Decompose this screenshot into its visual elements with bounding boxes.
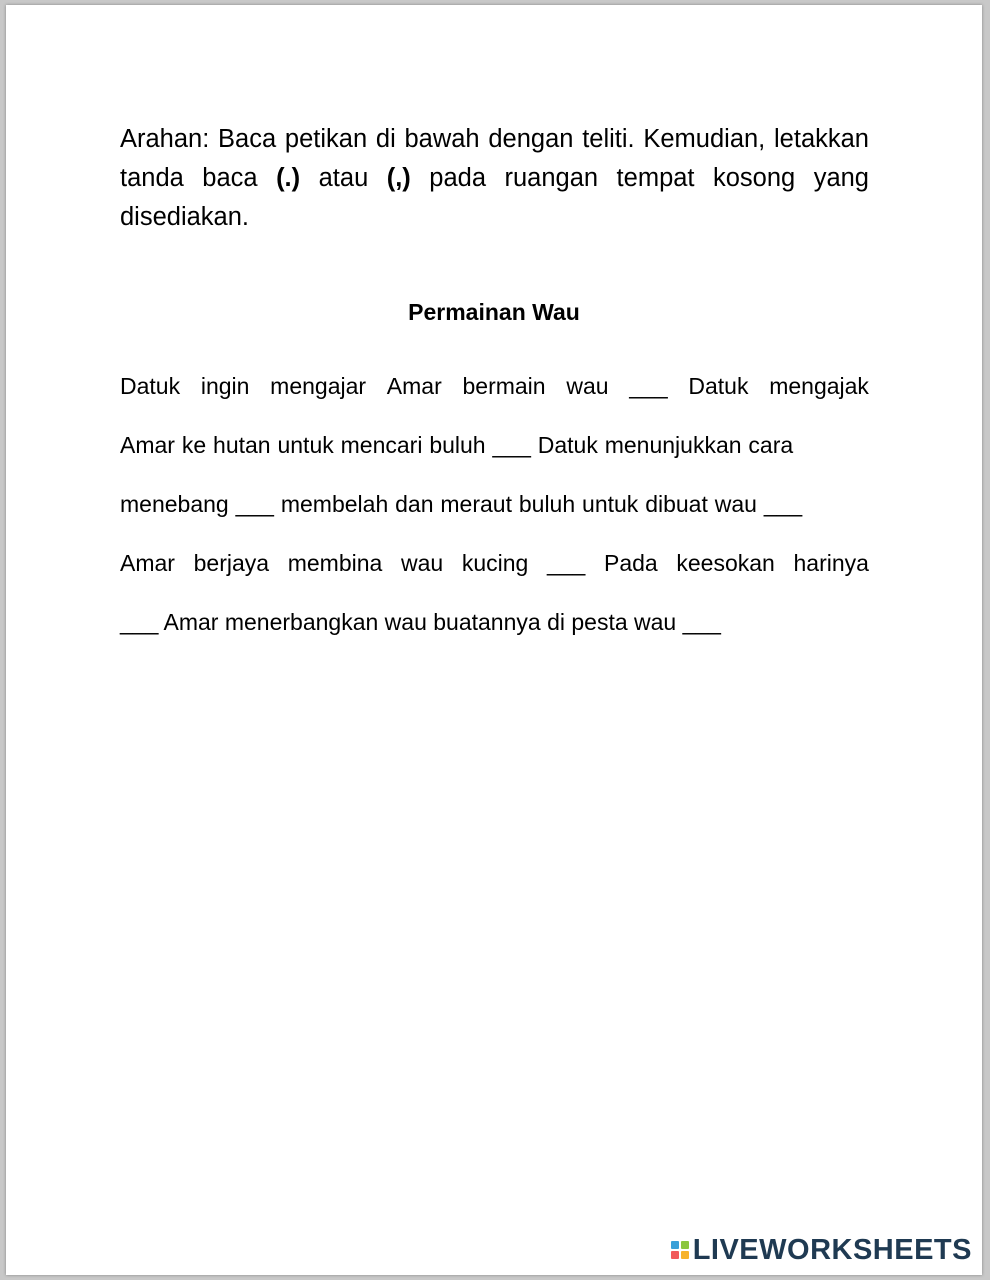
word: wau [400,550,444,576]
word: harinya [793,550,869,576]
word: kucing [461,550,529,576]
logo-text: LIVEWORKSHEETS [692,1234,972,1266]
word: Pada [604,550,658,576]
passage-line-1 [120,371,869,401]
full-stop-mark: (.) [276,164,301,192]
instruction-part-3: pada ruangan tempat kosong yang disediakan. [120,164,869,231]
worksheet-page [6,5,982,1275]
word: Datuk [120,373,181,399]
logo-square [681,1251,689,1259]
logo-squares-icon [671,1241,689,1259]
comma-mark: (,) [386,164,411,192]
passage-title: Permainan Wau [408,299,580,325]
liveworksheets-logo [671,1235,972,1265]
word: Amar [386,373,442,399]
word: keesokan [676,550,775,576]
instruction-part-2: atau [300,164,387,192]
word: Datuk [688,373,749,399]
instruction-text [120,120,869,237]
blank-answer-1[interactable]: ___ [629,373,668,399]
instruction-part-1: Arahan: Baca petikan di bawah dengan teliti. Kemudian, letakkan tanda baca [120,125,869,192]
word: berjaya [193,550,270,576]
logo-square [671,1241,679,1249]
passage-line-2: Amar ke hutan untuk mencari buluh ___ Datuk menunjukkan cara [120,432,794,458]
logo-square [681,1241,689,1249]
passage-line-3: menebang ___ membelah dan meraut buluh untuk dibuat wau ___ [120,491,803,517]
word: mengajar [270,373,367,399]
word: ingin [200,373,250,399]
passage-line-4 [120,548,869,578]
passage-line-5: ___ Amar menerbangkan wau buatannya di pesta wau ___ [120,609,721,635]
word: mengajak [769,373,869,399]
logo-square [671,1251,679,1259]
word: bermain [462,373,546,399]
blank-answer-5[interactable]: ___ [546,550,586,576]
word: membina [287,550,383,576]
word: Amar [120,550,175,576]
word: wau [566,373,609,399]
